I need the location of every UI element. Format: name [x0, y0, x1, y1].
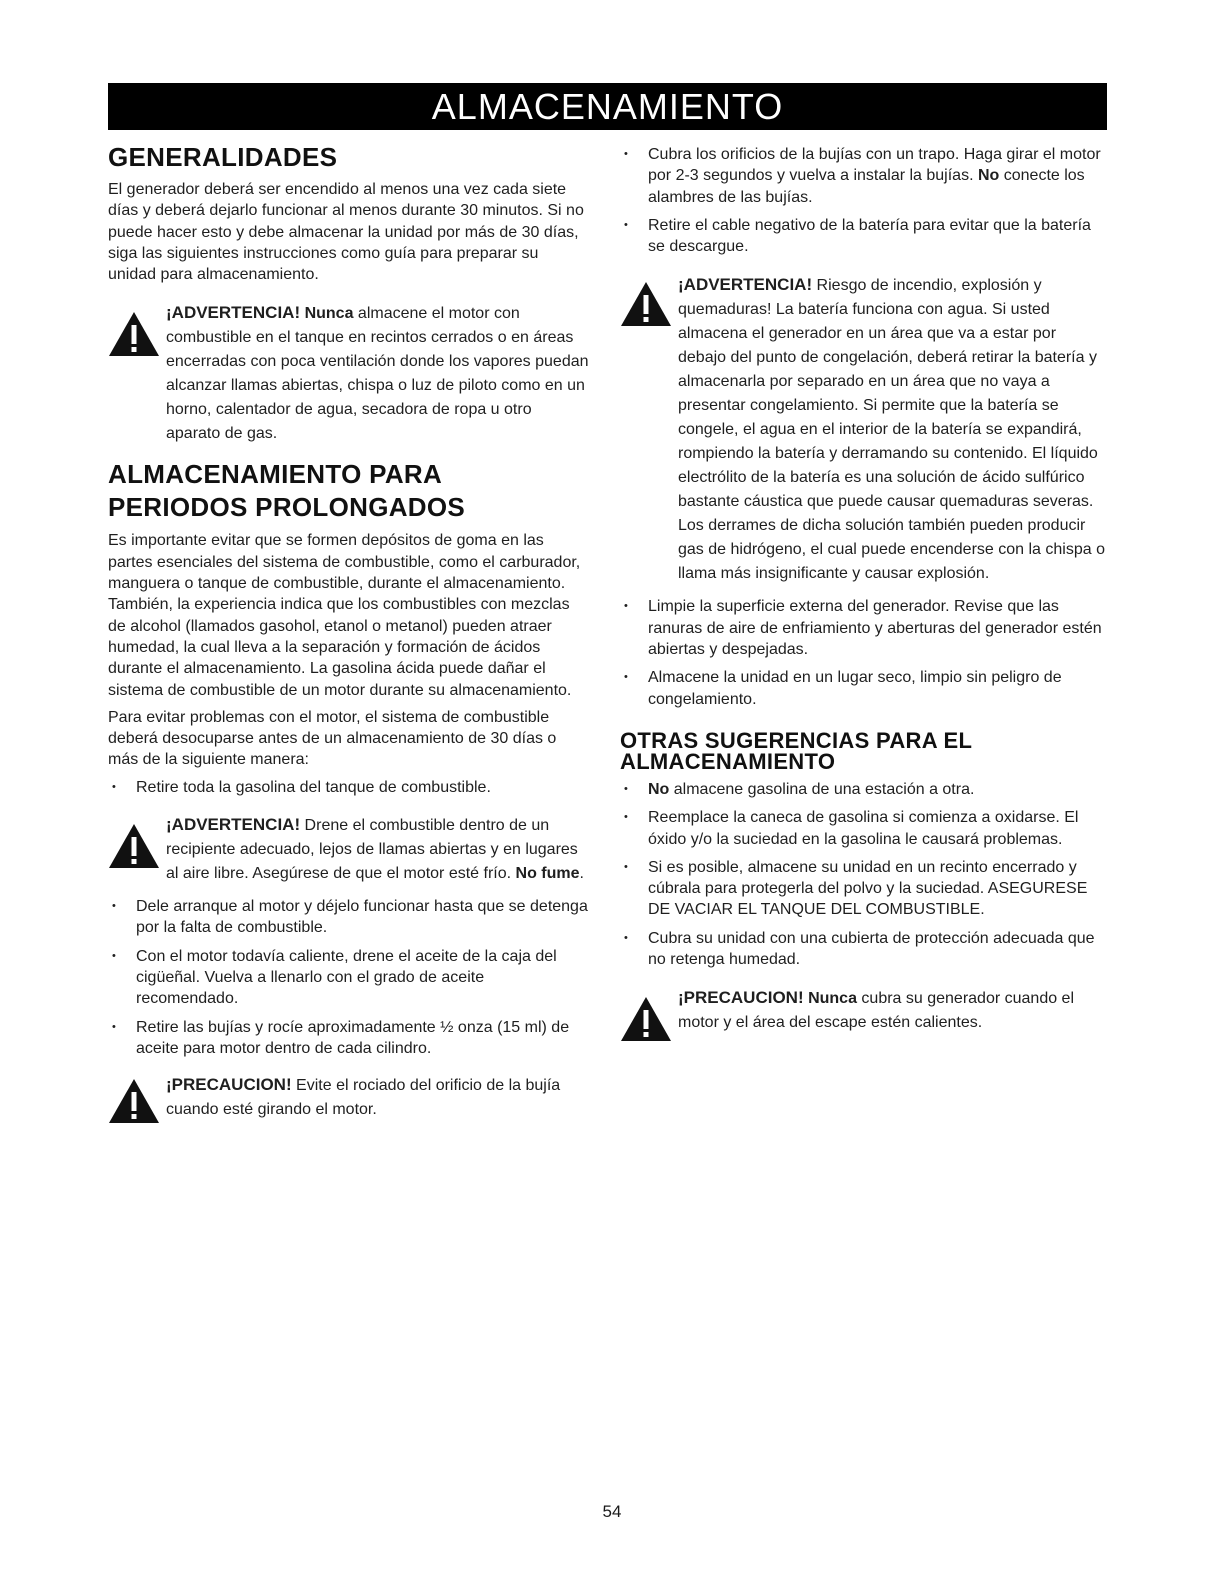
bullet-list [620, 779, 1107, 970]
bullet-list [108, 777, 590, 798]
warning-body: Drene el combustible dentro de un recipiente adecuado, lejos de llamas abiertas y en lugares al aire libre. Asegúrese de que el motor esté frío. [166, 817, 578, 883]
list-item-emphasis: No [977, 167, 1000, 185]
warning-body: almacene el motor con combustible en el tanque en recintos cerrados o en áreas encerradas con poca ventilación donde los vapores puedan alcanzar llamas abiertas, chispa o luz de piloto como en un horno, calentador de agua, secadora de ropa u otro aparato de gas. [166, 305, 589, 443]
prolongados-paragraph-2: Para evitar problemas con el motor, el sistema de combustible deberá desocuparse antes de un almacenamiento de 30 días o más de la siguiente manera: [108, 708, 557, 769]
list-item [620, 144, 1107, 208]
list-item: • Con el motor todavía caliente, drene el aceite de la caja del cigüeñal. Vuelva a llenarlo con el grado de aceite recomendado. [108, 946, 590, 1010]
list-item: • Si es posible, almacene su unidad en un recinto encerrado y cúbrala para protegerla del polvo y la suciedad. ASEGURESE DE VACIAR EL TANQUE DEL COMBUSTIBLE. [620, 857, 1107, 921]
list-item: • Reemplace la caneca de gasolina si comienza a oxidarse. El óxido y/o la suciedad en la gasolina le causará problemas. [620, 807, 1107, 850]
caution-block-cover [620, 986, 1107, 1035]
bullet-list [620, 596, 1107, 709]
list-item [620, 779, 1107, 800]
list-item: • Retire toda la gasolina del tanque de combustible. [108, 777, 590, 798]
warning-emphasis: No fume [515, 865, 580, 883]
warning-text [678, 273, 1107, 586]
warning-triangle-icon [108, 823, 160, 869]
heading-line: ALMACENAMIENTO PARA [108, 459, 443, 490]
warning-text [166, 813, 590, 886]
warning-tail: . [579, 865, 584, 883]
list-item: • Retire las bujías y rocíe aproximadamente ½ onza (15 ml) de aceite para motor dentro de cada cilindro. [108, 1017, 590, 1060]
warning-block-fuel-storage [108, 301, 590, 446]
prolongados-paragraph-1: Es importante evitar que se formen depósitos de goma en las partes esenciales del sistema de combustible, como el carburador, manguera o tanque de combustible, durante el almacenamiento. También, la experiencia indica que los combustibles con mezclas de alcohol (llamados gasohol, etanol o metanol) pueden atraer humedad, la cual lleva a la separación y formación de ácidos durante el almacenamiento. La gasolina ácida puede dañar el sistema de combustible de un motor durante su almacenamiento. [108, 532, 581, 699]
caution-text [678, 986, 1107, 1035]
list-item-tail: conecte los alambres de las bujías. [648, 167, 1085, 206]
list-item-text: almacene gasolina de una estación a otra. [669, 780, 975, 798]
heading-line: PERIODOS PROLONGADOS [108, 492, 466, 523]
bullet-list [108, 896, 590, 1059]
generalidades-paragraph: El generador deberá ser encendido al menos una vez cada siete días y deberá dejarlo funcionar al menos durante 30 minutos. Si no puede hacer esto y debe almacenar la unidad por más de 30 días, siga las siguientes instrucciones como guía para preparar su unidad para almacenamiento. [108, 181, 584, 284]
list-item: • Cubra su unidad con una cubierta de protección adecuada que no retenga humedad. [620, 928, 1107, 971]
caution-label: ¡PRECAUCION! [678, 988, 804, 1008]
warning-label: ¡ADVERTENCIA! [166, 815, 301, 835]
list-item: • Almacene la unidad en un lugar seco, limpio sin peligro de congelamiento. [620, 667, 1107, 710]
heading-line: ALMACENAMIENTO [620, 748, 836, 774]
caution-text [166, 1073, 590, 1122]
warning-text [166, 301, 590, 446]
warning-label: ¡ADVERTENCIA! [166, 303, 301, 323]
caution-block-spark-plug [108, 1073, 590, 1122]
page-number: 54 [602, 1502, 622, 1521]
bullet-list [620, 144, 1107, 257]
warning-block-drain-fuel [108, 813, 590, 886]
caution-body: cubra su generador cuando el motor y el área del escape estén calientes. [678, 990, 1075, 1032]
heading-line: OTRAS SUGERENCIAS PARA EL [620, 727, 973, 753]
caution-label: ¡PRECAUCION! [166, 1075, 292, 1095]
section-heading-otras-sugerencias [620, 727, 1107, 774]
list-item: • Dele arranque al motor y déjelo funcionar hasta que se detenga por la falta de combustible. [108, 896, 590, 939]
warning-label: ¡ADVERTENCIA! [678, 275, 813, 295]
left-column [108, 140, 590, 1122]
warning-block-battery [620, 273, 1107, 586]
warning-triangle-icon [108, 311, 160, 357]
section-heading-generalidades: GENERALIDADES [108, 142, 338, 172]
section-heading-prolongados [108, 458, 590, 524]
warning-emphasis: Nunca [304, 305, 354, 323]
right-column [620, 140, 1107, 1035]
warning-triangle-icon [108, 1078, 160, 1124]
page-title: ALMACENAMIENTO [108, 83, 1107, 130]
warning-body: Riesgo de incendio, explosión y quemaduras! La batería funciona con agua. Si usted almacena el generador en un área que va a estar por debajo del punto de congelación, deberá retirar la batería y almacenarla por separado en un área que no vaya a presentar congelamiento. Si permite que la batería se congele, el agua en el interior de la batería se expandirá, rompiendo la batería y derramando su contenido. El líquido electrólito de la batería es una solución de ácido sulfúrico bastante cáustica que puede causar quemaduras severas. Los derrames de dicha solución también pueden producir gas de hidrógeno, el cual puede encenderse con la chispa o llama más insignificante y causar explosión. [678, 277, 1105, 583]
list-item-emphasis: No [648, 780, 670, 798]
warning-triangle-icon [620, 281, 672, 327]
list-item: • Limpie la superficie externa del generador. Revise que las ranuras de aire de enfriamiento y aberturas del generador estén abiertas y despejadas. [620, 596, 1107, 660]
list-item-text: Cubra los orificios de la bujías con un trapo. Haga girar el motor por 2-3 segundos y vuelva a instalar la bujías. [648, 146, 1101, 185]
list-item: • Retire el cable negativo de la batería para evitar que la batería se descargue. [620, 215, 1107, 258]
warning-triangle-icon [620, 996, 672, 1042]
caution-emphasis: Nunca [808, 990, 857, 1008]
caution-body: Evite el rociado del orificio de la bujía cuando esté girando el motor. [166, 1077, 561, 1119]
